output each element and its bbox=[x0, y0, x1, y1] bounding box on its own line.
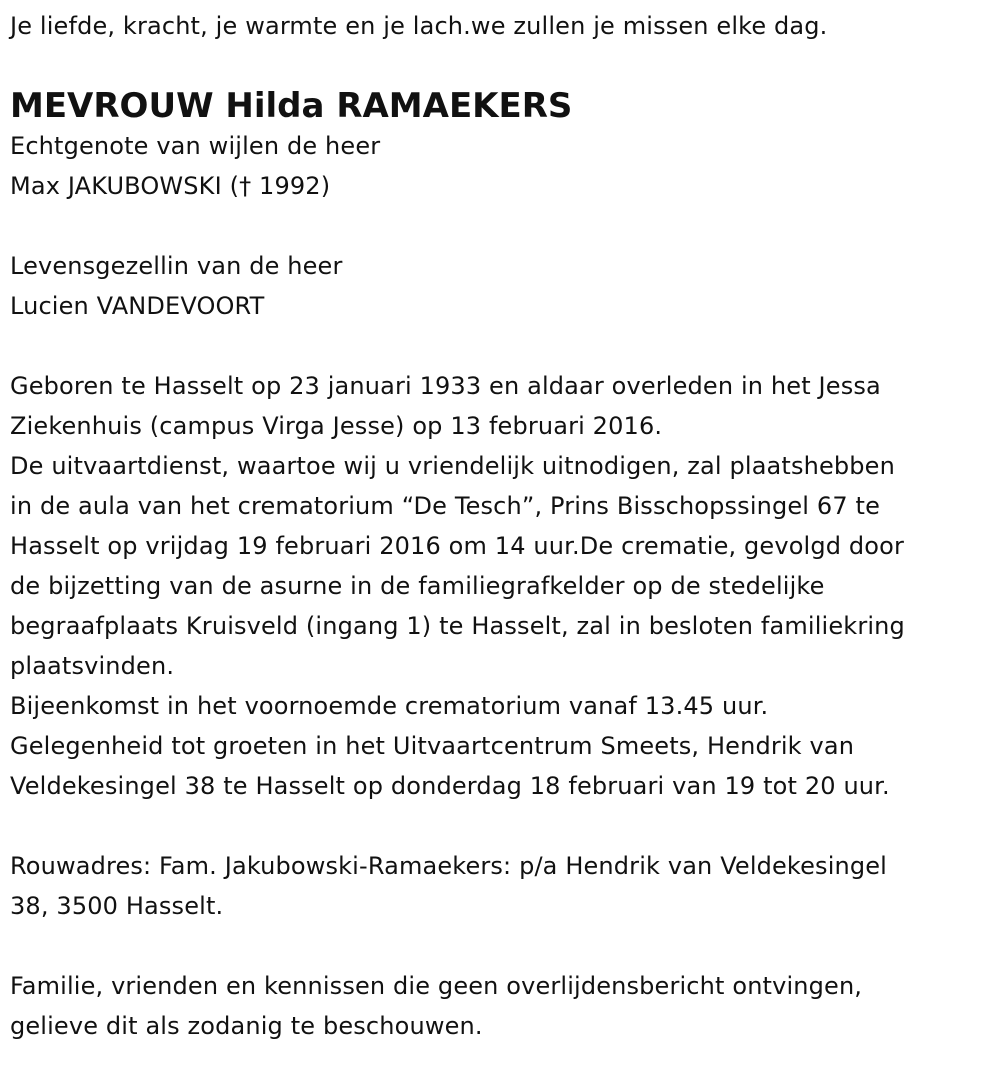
closing-line: gelieve dit als zodanig te beschouwen. bbox=[10, 1012, 483, 1040]
name-given: Hilda bbox=[225, 86, 325, 126]
address-line: Rouwadres: Fam. Jakubowski-Ramaekers: p/a Hendrik van Veldekesingel bbox=[10, 852, 887, 880]
body-line: Hasselt op vrijdag 19 februari 2016 om 14 uur.De crematie, gevolgd door bbox=[10, 532, 904, 560]
spacer bbox=[10, 326, 995, 366]
partner-line-2: Lucien VANDEVOORT bbox=[10, 292, 265, 320]
body-line: Ziekenhuis (campus Virga Jesse) op 13 februari 2016. bbox=[10, 412, 663, 440]
body-line: in de aula van het crematorium “De Tesch”, Prins Bisschopssingel 67 te bbox=[10, 492, 880, 520]
body-line: De uitvaartdienst, waartoe wij u vriendelijk uitnodigen, zal plaatshebben bbox=[10, 452, 895, 480]
name-title: MEVROUW bbox=[10, 86, 214, 126]
address-line: 38, 3500 Hasselt. bbox=[10, 892, 224, 920]
body-line: Geboren te Hasselt op 23 januari 1933 en aldaar overleden in het Jessa bbox=[10, 372, 881, 400]
name-family: RAMAEKERS bbox=[336, 86, 573, 126]
cross-icon: † bbox=[239, 172, 252, 200]
motto-text: Je liefde, kracht, je warmte en je lach.we zullen je missen elke dag. bbox=[10, 12, 828, 40]
spacer bbox=[10, 926, 995, 966]
body-line: plaatsvinden. bbox=[10, 652, 175, 680]
obituary-notice bbox=[10, 6, 995, 1046]
body-line: Veldekesingel 38 te Hasselt op donderdag 18 februari van 19 tot 20 uur. bbox=[10, 772, 890, 800]
body-line: begraafplaats Kruisveld (ingang 1) te Hasselt, zal in besloten familiekring bbox=[10, 612, 905, 640]
body-line: Gelegenheid tot groeten in het Uitvaartcentrum Smeets, Hendrik van bbox=[10, 732, 855, 760]
spouse-line-2 bbox=[10, 166, 995, 206]
mourning-address bbox=[10, 846, 995, 926]
closing-note bbox=[10, 966, 995, 1046]
closing-line: Familie, vrienden en kennissen die geen overlijdensbericht ontvingen, bbox=[10, 972, 863, 1000]
spouse-line-1: Echtgenote van wijlen de heer bbox=[10, 132, 381, 160]
spacer bbox=[10, 806, 995, 846]
spouse-death-year: 1992) bbox=[251, 172, 331, 200]
body-line: de bijzetting van de asurne in de familiegrafkelder op de stedelijke bbox=[10, 572, 825, 600]
spacer bbox=[10, 206, 995, 246]
deceased-name bbox=[10, 86, 995, 126]
body-line: Bijeenkomst in het voornoemde crematorium vanaf 13.45 uur. bbox=[10, 692, 769, 720]
partner-line-1: Levensgezellin van de heer bbox=[10, 252, 343, 280]
funeral-details bbox=[10, 366, 995, 806]
spouse-name: Max JAKUBOWSKI ( bbox=[10, 172, 240, 200]
